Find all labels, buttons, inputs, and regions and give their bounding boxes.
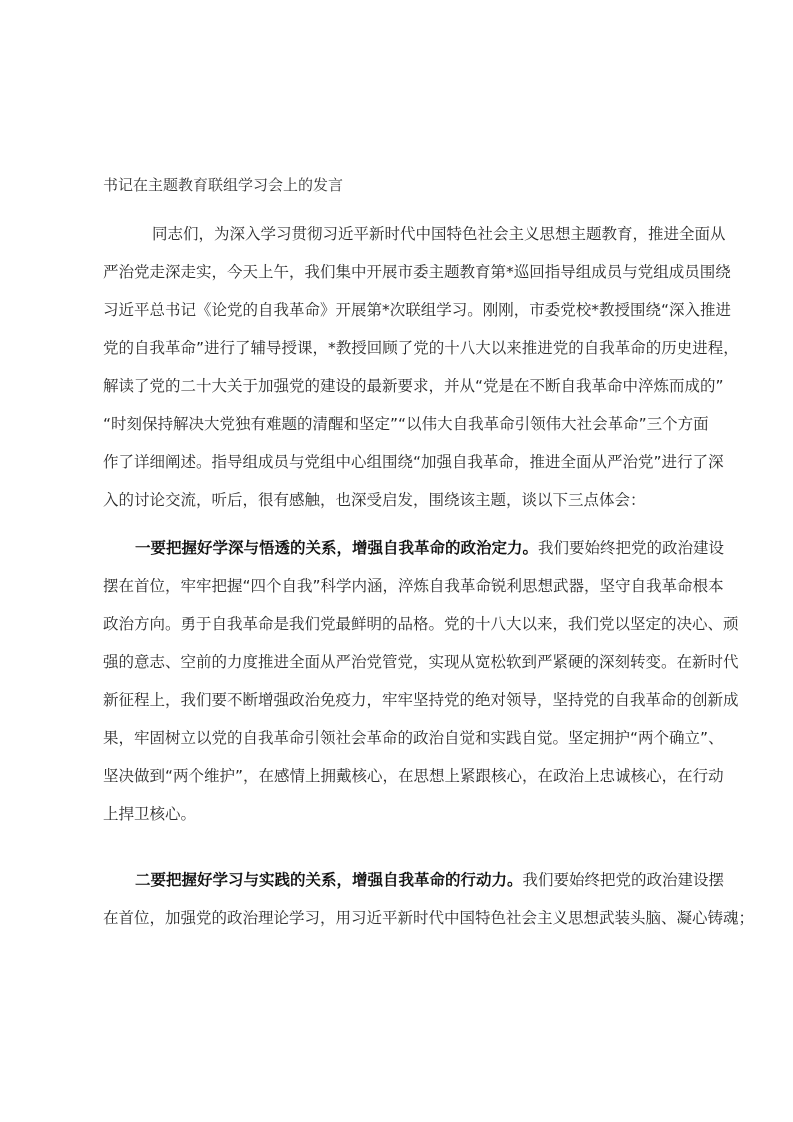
text-line: 坚决做到“两个维护”，在感情上拥戴核心，在思想上紧跟核心，在政治上忠诚核心，在行动 [103, 767, 724, 785]
paragraph-intro [103, 215, 739, 519]
text-line: 上捍卫核心。 [103, 805, 197, 823]
text-line: 同志们，为深入学习贯彻习近平新时代中国特色社会主义思想主题教育，推进全面从 [152, 225, 726, 243]
text-line [103, 861, 725, 899]
text-line: 作了详细阐述。指导组成员与党组中心组围绕“加强自我革命，推进全面从严治党”进行了深 [103, 453, 724, 471]
point-two-heading: 二要把握好学习与实践的关系，增强自我革命的行动力。 [135, 871, 523, 889]
text-line [103, 529, 725, 567]
text-line: 新征程上，我们要不断增强政治免疫力，牢牢坚持党的绝对领导，坚持党的自我革命的创新成 [103, 691, 739, 709]
text-span: 我们要始终把党的政治建设摆 [522, 871, 725, 889]
document-title: 书记在主题教育联组学习会上的发言 [103, 176, 344, 194]
text-line: 习近平总书记《论党的自我革命》开展第*次联组学习。刚刚，市委党校*教授围绕“深入推进 [103, 301, 732, 319]
paragraph-point-one [103, 529, 739, 833]
text-line: “时刻保持解决大党独有难题的清醒和坚定”“以伟大自我革命引领伟大社会革命”三个方面 [103, 415, 709, 433]
text-line: 严治党走深走实，今天上午，我们集中开展市委主题教育第*巡回指导组成员与党组成员围绕 [103, 263, 731, 281]
text-line: 政治方向。勇于自我革命是我们党最鲜明的品格。党的十八大以来，我们党以坚定的决心、顽 [103, 615, 739, 633]
text-line: 强的意志、空前的力度推进全面从严治党管党，实现从宽松软到严紧硬的深刻转变。在新时代 [103, 653, 739, 671]
text-line: 在首位，加强党的政治理论学习，用习近平新时代中国特色社会主义思想武装头脑、凝心铸魂； [103, 909, 755, 927]
text-span: 我们要始终把党的政治建设 [538, 539, 725, 557]
point-one-heading: 一要把握好学深与悟透的关系，增强自我革命的政治定力。 [135, 539, 539, 557]
text-line: 党的自我革命”进行了辅导授课，*教授回顾了党的十八大以来推进党的自我革命的历史进程， [103, 339, 739, 357]
text-line: 解读了党的二十大关于加强党的建设的最新要求，并从“党是在不断自我革命中淬炼而成的” [103, 377, 724, 395]
paragraph-point-two [103, 861, 755, 937]
text-line: 果，牢固树立以党的自我革命引领社会革命的政治自觉和实践自觉。坚定拥护“两个确立”、 [103, 729, 724, 747]
text-line: 摆在首位，牢牢把握“四个自我”科学内涵，淬炼自我革命锐利思想武器，坚守自我革命根本 [103, 577, 724, 595]
text-line: 入的讨论交流，听后，很有感触，也深受启发，围绕该主题，谈以下三点体会： [103, 491, 646, 509]
